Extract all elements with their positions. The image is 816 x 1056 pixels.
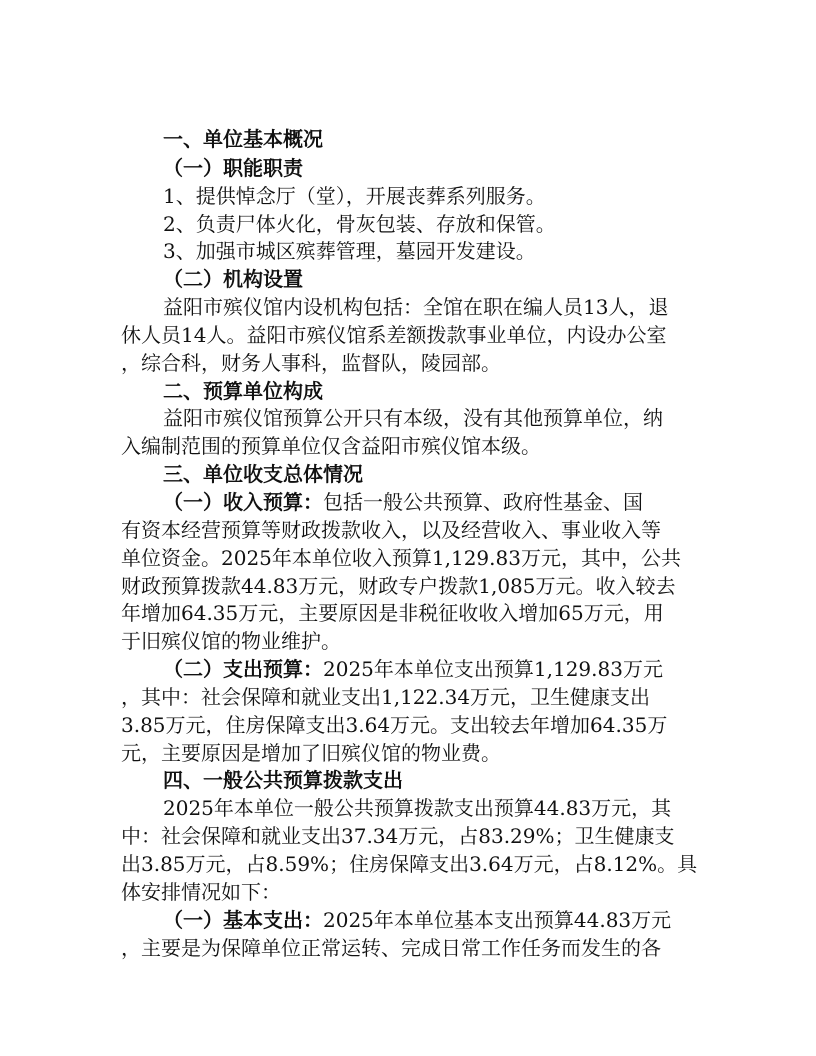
income-paragraph-first-line bbox=[163, 489, 745, 515]
income-first-text: 包括一般公共预算、政府性基金、国 bbox=[323, 490, 643, 514]
expense-paragraph-line: 3.85万元，住房保障支出3.64万元。支出较去年增加64.35万 bbox=[121, 713, 668, 737]
expense-first-text: 2025年本单位支出预算1,129.83万元 bbox=[323, 657, 663, 681]
income-paragraph-line: 财政预算拨款44.83万元，财政专户拨款1,085万元。收入较去 bbox=[121, 574, 676, 598]
income-label: （一）收入预算： bbox=[163, 490, 323, 514]
org-paragraph-line: 益阳市殡仪馆内设机构包括：全馆在职在编人员13人，退 bbox=[163, 295, 669, 319]
section-4-paragraph-line: 2025年本单位一般公共预算拨款支出预算44.83万元，其 bbox=[163, 796, 672, 820]
org-paragraph-line: 休人员14人。益阳市殡仪馆系差额拨款事业单位，内设办公室 bbox=[121, 323, 667, 347]
expense-paragraph-first-line bbox=[163, 656, 745, 682]
subsection-duties-heading: （一）职能职责 bbox=[163, 156, 303, 180]
basic-expense-label: （一）基本支出： bbox=[163, 908, 323, 932]
duty-item-3: 3、加强市城区殡葬管理，墓园开发建设。 bbox=[163, 239, 536, 263]
subsection-organization-heading: （二）机构设置 bbox=[163, 267, 303, 291]
section-4-paragraph-line: 出3.85万元，占8.59%；住房保障支出3.64万元，占8.12%。具 bbox=[121, 852, 698, 876]
duty-item-2: 2、负责尸体火化，骨灰包装、存放和保管。 bbox=[163, 212, 556, 236]
org-paragraph-line: ，综合科，财务人事科，监督队，陵园部。 bbox=[121, 351, 501, 375]
section-2-paragraph-line: 益阳市殡仪馆预算公开只有本级，没有其他预算单位，纳 bbox=[163, 406, 663, 430]
expense-paragraph-line: 元，主要原因是增加了旧殡仪馆的物业费。 bbox=[121, 741, 501, 765]
section-4-paragraph-line: 中：社会保障和就业支出37.34万元，占83.29%；卫生健康支 bbox=[121, 824, 675, 848]
basic-expense-first-text: 2025年本单位基本支出预算44.83万元 bbox=[323, 908, 672, 932]
income-paragraph-line: 单位资金。2025年本单位收入预算1,129.83万元，其中，公共 bbox=[121, 546, 681, 570]
income-paragraph-line: 有资本经营预算等财政拨款收入，以及经营收入、事业收入等 bbox=[121, 518, 661, 542]
basic-expense-first-line bbox=[163, 907, 745, 933]
section-2-paragraph-line: 入编制范围的预算单位仅含益阳市殡仪馆本级。 bbox=[121, 434, 541, 458]
basic-expense-line: ，主要是为保障单位正常运转、完成日常工作任务而发生的各 bbox=[121, 936, 661, 960]
expense-paragraph-line: ，其中：社会保障和就业支出1,122.34万元，卫生健康支出 bbox=[121, 685, 651, 709]
section-3-heading: 三、单位收支总体情况 bbox=[163, 462, 363, 486]
income-paragraph-line: 年增加64.35万元，主要原因是非税征收收入增加65万元，用 bbox=[121, 601, 664, 625]
income-paragraph-line: 于旧殡仪馆的物业维护。 bbox=[121, 629, 341, 653]
section-4-heading: 四、一般公共预算拨款支出 bbox=[163, 768, 403, 792]
section-4-paragraph-line: 体安排情况如下： bbox=[121, 880, 281, 904]
duty-item-1: 1、提供悼念厅（堂），开展丧葬系列服务。 bbox=[163, 184, 546, 208]
section-1-heading: 一、单位基本概况 bbox=[163, 127, 323, 151]
expense-label: （二）支出预算： bbox=[163, 657, 323, 681]
section-2-heading: 二、预算单位构成 bbox=[163, 379, 323, 403]
